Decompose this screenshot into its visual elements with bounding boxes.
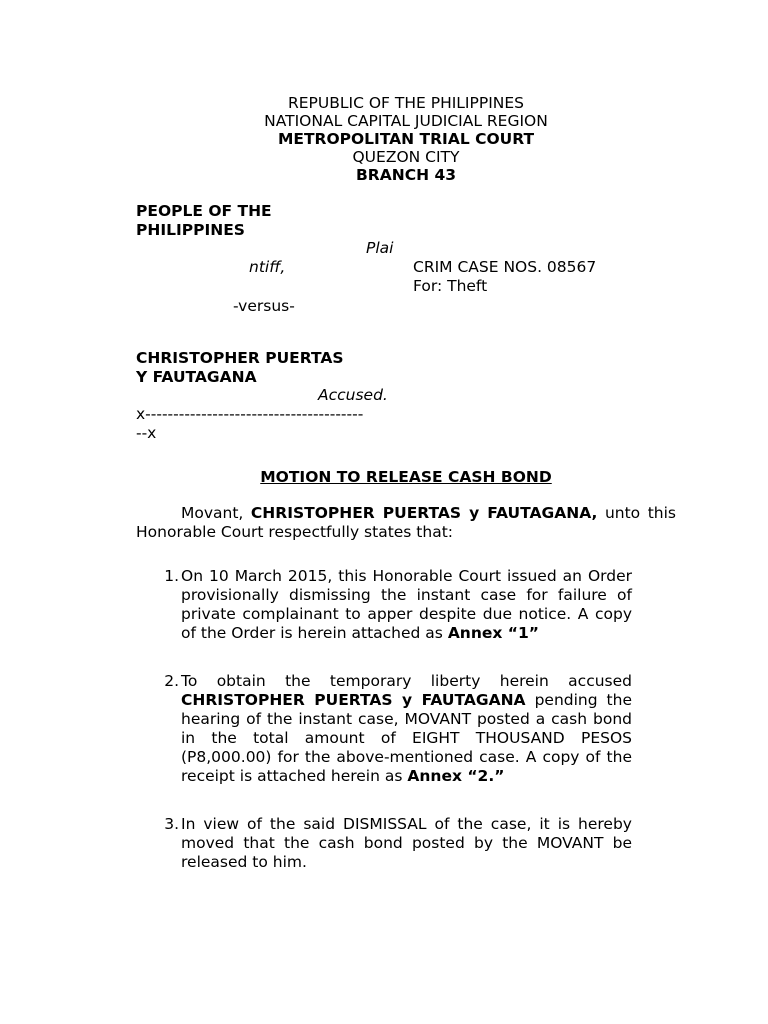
header-region: NATIONAL CAPITAL JUDICIAL REGION xyxy=(264,112,548,130)
accused-name: CHRISTOPHER PUERTAS y FAUTAGANA xyxy=(181,691,526,709)
list-item xyxy=(181,815,632,872)
accused-name-line2: Y FAUTAGANA xyxy=(136,368,257,386)
case-offense: For: Theft xyxy=(413,277,488,295)
caption-divider-line1: x--------------------------------------- xyxy=(136,405,364,423)
header-city: QUEZON CITY xyxy=(352,148,460,166)
header-republic: REPUBLIC OF THE PHILIPPINES xyxy=(287,94,524,112)
accused-name-line1: CHRISTOPHER PUERTAS xyxy=(136,349,344,367)
intro-prefix: Movant, xyxy=(181,504,244,522)
item-text-continued: pending the hearing of the instant case, MOVANT posted a cash bond in the total amount of EIGHT THOUSAND PESOS (P8,000.00) for the above-mentioned case. A copy of the receipt is attached herein as xyxy=(181,691,632,785)
item-number: 2. xyxy=(164,672,179,690)
versus-label: -versus- xyxy=(233,297,295,315)
item-text: To obtain the temporary liberty herein accused xyxy=(181,672,632,690)
list-item xyxy=(181,567,632,643)
annex-reference: Annex “2.” xyxy=(407,767,505,785)
item-number: 3. xyxy=(164,815,179,833)
plaintiff-role-part2: ntiff, xyxy=(249,258,286,276)
caption-divider-line2: --x xyxy=(136,424,157,442)
plaintiff-role-part1: Plai xyxy=(366,239,394,257)
item-number: 1. xyxy=(164,567,179,585)
case-number: CRIM CASE NOS. 08567 xyxy=(413,258,597,276)
item-text: In view of the said DISMISSAL of the case, it is hereby moved that the cash bond posted by the MOVANT be released to him. xyxy=(181,815,632,871)
plaintiff-name-line2: PHILIPPINES xyxy=(136,221,245,239)
accused-role: Accused. xyxy=(318,386,388,404)
annex-reference: Annex “1” xyxy=(447,624,539,642)
header-court: METROPOLITAN TRIAL COURT xyxy=(277,130,535,148)
plaintiff-name-line1: PEOPLE OF THE xyxy=(136,202,272,220)
intro-paragraph xyxy=(136,504,676,542)
item-text: On 10 March 2015, this Honorable Court issued an Order provisionally dismissing the instant case for failure of private complainant to apper despite due notice. A copy of the Order is herein attached as xyxy=(181,567,632,642)
intro-movant-name: CHRISTOPHER PUERTAS y FAUTAGANA, xyxy=(250,504,598,522)
list-item xyxy=(181,672,632,786)
motion-title: MOTION TO RELEASE CASH BOND xyxy=(260,468,552,486)
header-branch: BRANCH 43 xyxy=(355,166,457,184)
intro-statement: unto this Honorable Court respectfully states that: xyxy=(136,504,676,541)
